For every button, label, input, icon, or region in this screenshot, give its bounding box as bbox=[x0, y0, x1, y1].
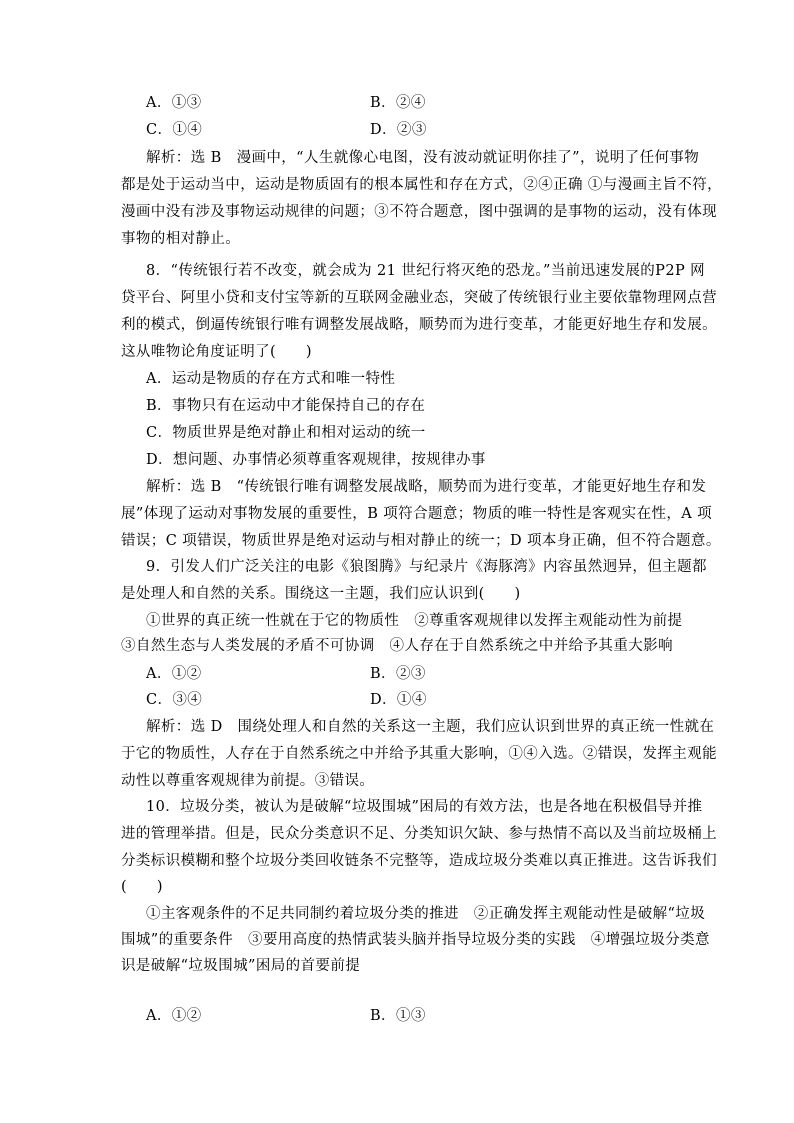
q9-analysis-line: 解析：选 D 围绕处理人和自然的关系这一主题，我们应认识到世界的真正统一性就在 bbox=[146, 719, 715, 735]
q8-option-d: D．想问题、办事情必须尊重客观规律，按规律办事 bbox=[146, 452, 486, 468]
q9-option-a: A．①② bbox=[146, 666, 202, 682]
q7-analysis-line: 解析：选 B 漫画中，“人生就像心电图，没有波动就证明你挂了”，说明了任何事物 bbox=[146, 150, 700, 166]
q9-item-line: ③自然生态与人类发展的矛盾不可协调 ④人存在于自然系统之中并给予其重大影响 bbox=[121, 638, 673, 654]
q10-option-a: A．①② bbox=[146, 1008, 202, 1024]
q7-option-a: A．①③ bbox=[146, 95, 202, 111]
q10-stem-line: ( ) bbox=[121, 879, 163, 895]
q9-analysis-line: 动性以尊重客观规律为前提。③错误。 bbox=[121, 773, 375, 789]
q8-stem-line: 贷平台、阿里小贷和支付宝等新的互联网金融业态，突破了传统银行业主要依靠物理网点营 bbox=[121, 290, 717, 306]
q10-stem-line: 分类标识模糊和整个垃圾分类回收链条不完整等，造成垃圾分类难以真正推进。这告诉我们 bbox=[121, 853, 717, 869]
q8-analysis-line: 解析：选 B “传统银行唯有调整发展战略，顺势而为进行变革，才能更好地生存和发 bbox=[146, 479, 707, 495]
q10-item-line: 围城”的重要条件 ③要用高度的热情武装头脑并指导垃圾分类的实践 ④增强垃圾分类意 bbox=[121, 932, 710, 948]
q7-option-c: C．①④ bbox=[146, 122, 203, 138]
q7-analysis-line: 漫画中没有涉及事物运动规律的问题；③不符合题意，图中强调的是事物的运动，没有体现 bbox=[121, 204, 717, 220]
q9-analysis-line: 于它的物质性，人存在于自然系统之中并给予其重大影响，①④入选。②错误，发挥主观能 bbox=[121, 746, 717, 762]
q8-analysis-line: 展”体现了运动对事物发展的重要性，B 项符合题意；物质的唯一特性是客观实在性，A 项 bbox=[121, 506, 713, 522]
q8-analysis-line: 错误；C 项错误，物质世界是绝对运动与相对静止的统一；D 项本身正确，但不符合题意。 bbox=[121, 533, 721, 549]
q8-stem-line: 利的模式，倒逼传统银行唯有调整发展战略，顺势而为进行变革，才能更好地生存和发展。 bbox=[121, 317, 717, 333]
q8-option-c: C．物质世界是绝对静止和相对运动的统一 bbox=[146, 425, 426, 441]
q10-item-line: 识是破解“垃圾围城”困局的首要前提 bbox=[121, 958, 361, 974]
q8-stem-line: 这从唯物论角度证明了( ) bbox=[121, 344, 312, 360]
q8-option-a: A．运动是物质的存在方式和唯一特性 bbox=[146, 371, 396, 387]
q10-stem-line: 进的管理举措。但是，民众分类意识不足、分类知识欠缺、参与热情不高以及当前垃圾桶上 bbox=[121, 826, 717, 842]
q7-analysis-line: 事物的相对静止。 bbox=[121, 231, 241, 247]
q7-option-d: D．②③ bbox=[370, 122, 427, 138]
q8-option-b: B．事物只有在运动中才能保持自己的存在 bbox=[146, 398, 426, 414]
q9-item-line: ①世界的真正统一性就在于它的物质性 ②尊重客观规律以发挥主观能动性为前提 bbox=[146, 613, 683, 629]
q7-analysis-line: 都是处于运动当中，运动是物质固有的根本属性和存在方式，②④正确 ①与漫画主旨不符， bbox=[121, 177, 723, 193]
q8-stem-line: 8．“传统银行若不改变，就会成为 21 世纪行将灭绝的恐龙。”当前迅速发展的P2P 网 bbox=[146, 263, 706, 279]
q10-stem-line: 10．垃圾分类，被认为是破解“垃圾围城”困局的有效方法，也是各地在积极倡导并推 bbox=[146, 799, 703, 815]
q9-stem-line: 是处理人和自然的关系。围绕这一主题，我们应认识到( ) bbox=[121, 586, 521, 602]
q10-option-b: B．①③ bbox=[370, 1008, 426, 1024]
q7-option-b: B．②④ bbox=[370, 95, 426, 111]
q10-item-line: ①主客观条件的不足共同制约着垃圾分类的推进 ②正确发挥主观能动性是破解“垃圾 bbox=[146, 906, 706, 922]
q9-stem-line: 9．引发人们广泛关注的电影《狼图腾》与纪录片《海豚湾》内容虽然迥异，但主题都 bbox=[146, 559, 707, 575]
q9-option-d: D．①④ bbox=[370, 692, 427, 708]
q9-option-b: B．②③ bbox=[370, 666, 426, 682]
q9-option-c: C．③④ bbox=[146, 692, 203, 708]
